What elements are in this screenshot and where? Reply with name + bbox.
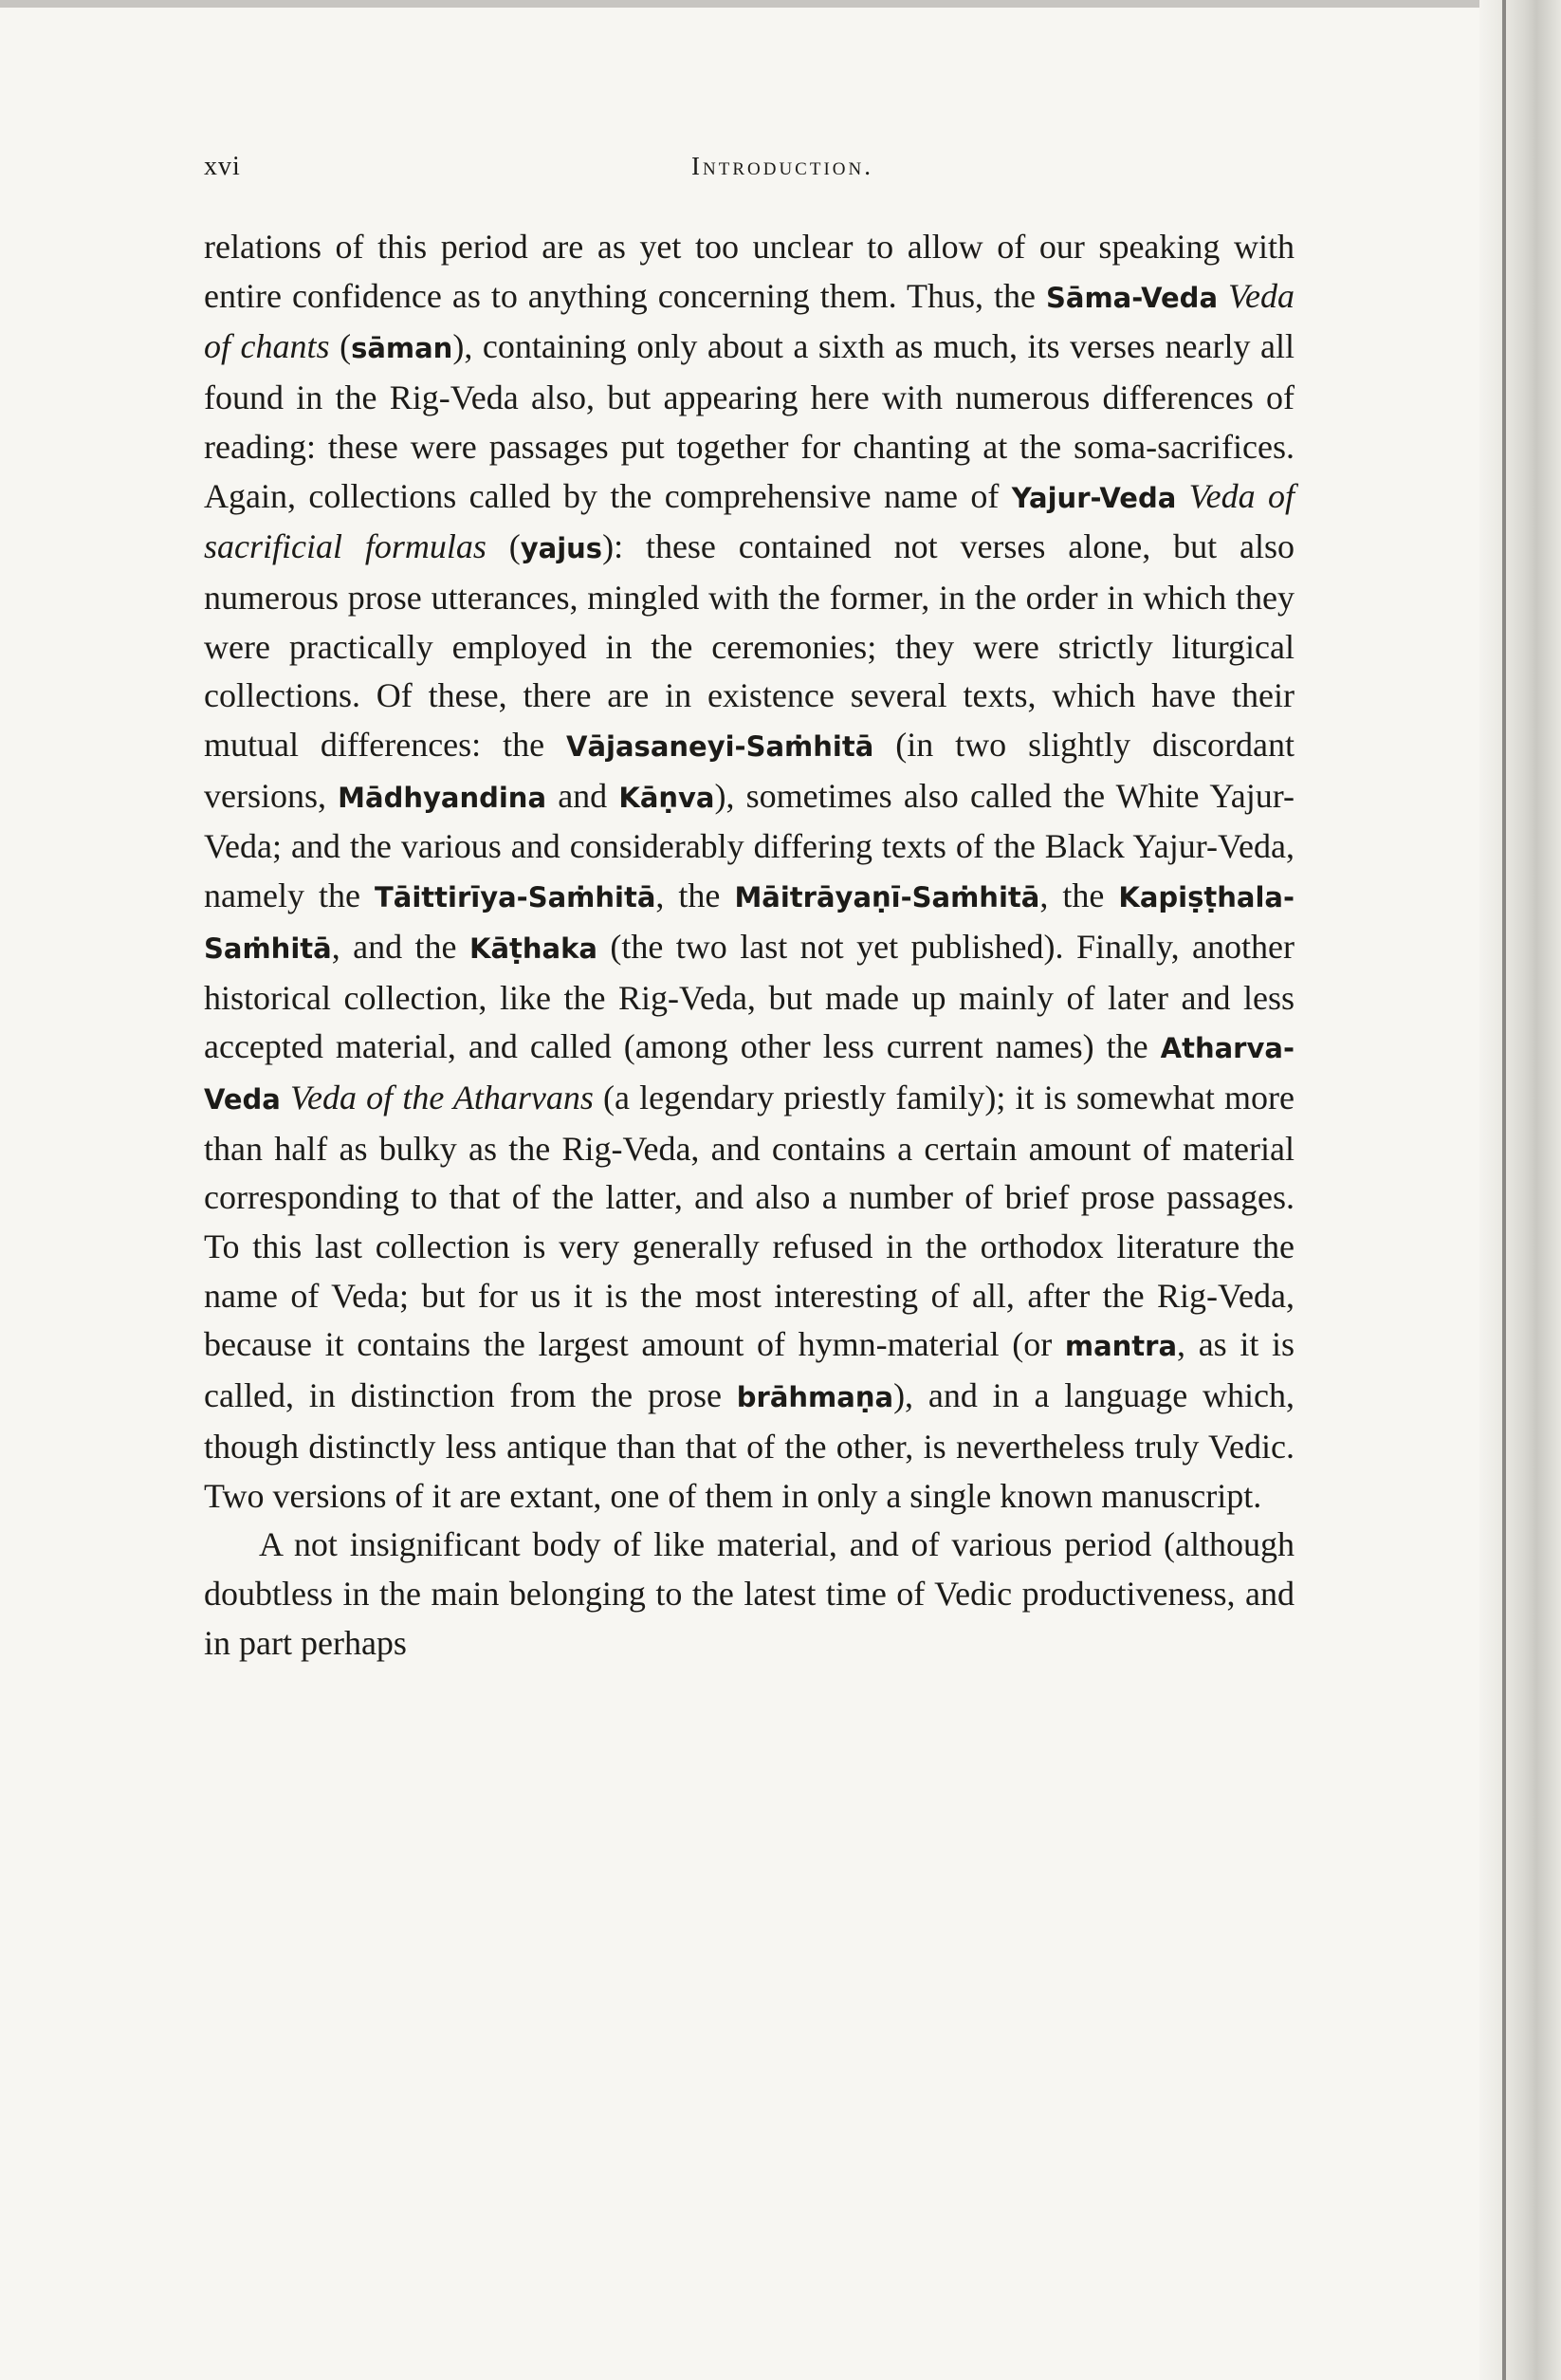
- sanskrit-term: Mādhyandina: [338, 781, 547, 814]
- sanskrit-term: mantra: [1064, 1330, 1178, 1363]
- text-run: ), and in a language which, though distinctly less antique than that of the other, is nevertheless truly Vedic. Two versions of it are extant, one of them in only a single known manuscript.: [204, 1376, 1295, 1515]
- text-run: [1218, 277, 1228, 315]
- book-spine-edge: [1479, 0, 1561, 2380]
- text-run: and: [546, 776, 619, 815]
- sanskrit-term: sāman: [351, 332, 453, 365]
- sanskrit-term: Kapiṣṭhala-Saṁhitā: [204, 881, 1295, 965]
- text-run: ): these contained not verses alone, but also numerous prose utterances, mingled with the former, in the order in which they were practically employed in the ceremonies; they were strictly liturgical collections. Of these, there are in existence several texts, which have their mutual differences: the: [204, 527, 1295, 765]
- text-run: (a legendary priestly family); it is somewhat more than half as bulky as the Rig-Veda, and contains a certain amount of material corresponding to that of the latter, and also a number of brief prose passages. To this last collection is very generally refused in the orthodox literature the name of Veda; but for us it is the most interesting of all, after the Rig-Veda, because it contains the largest amount of hymn-material (or: [204, 1078, 1295, 1364]
- text-run: A not insignificant body of like material, and of various period (although doubtless in the main belonging to the latest time of Vedic productiveness, and in part perhaps: [204, 1525, 1295, 1662]
- text-run: , the: [655, 876, 735, 915]
- sanskrit-term: Māitrāyaṇī-Saṁhitā: [734, 881, 1040, 914]
- sanskrit-term: yajus: [520, 532, 603, 565]
- page-header: [204, 152, 1295, 199]
- text-run: , as it is called, in distinction from the prose: [204, 1325, 1295, 1415]
- sanskrit-term: Sāma-Veda: [1045, 281, 1219, 314]
- text-run: (: [486, 527, 521, 566]
- text-run: relations of this period are as yet too unclear to allow of our speaking with entire confidence as to anything concerning them. Thus, the: [204, 228, 1295, 315]
- italic-gloss: Veda of the Atharvans: [290, 1078, 594, 1116]
- italic-gloss: Veda of chants: [204, 276, 1295, 366]
- sanskrit-term: Kāṇva: [618, 781, 715, 814]
- text-run: (: [329, 327, 352, 366]
- page-top-edge: [0, 0, 1561, 8]
- text-run: , and the: [331, 927, 469, 966]
- italic-gloss: Veda of sacrificial formulas: [204, 476, 1295, 566]
- sanskrit-term: Kāṭhaka: [468, 932, 597, 965]
- paragraph: [204, 223, 1295, 1521]
- sanskrit-term: Atharva-Veda: [204, 1032, 1295, 1116]
- text-run: [1176, 477, 1188, 515]
- text-run: ), sometimes also called the White Yajur-Veda; and the various and considerably differing texts of the Black Yajur-Veda, namely the: [204, 776, 1295, 915]
- page-number: xvi: [204, 152, 241, 181]
- text-run: ), containing only about a sixth as much, its verses nearly all found in the Rig-Veda also, but appearing here with numerous differences of reading: these were passages put together for chanting at the soma-sacrifices. Again, collections called by the comprehensive name of: [204, 327, 1295, 515]
- sanskrit-term: brāhmaṇa: [736, 1381, 894, 1414]
- sanskrit-term: Tāittirīya-Saṁhitā: [375, 881, 656, 914]
- text-run: (the two last not yet published). Finally, another historical collection, like the Rig-Veda, but made up mainly of later and less accepted material, and called (among other less current names) the: [204, 927, 1295, 1066]
- sanskrit-term: Yajur-Veda: [1011, 481, 1177, 514]
- paragraph: [204, 1521, 1295, 1668]
- running-head: Introduction.: [691, 152, 873, 180]
- body-text: [204, 223, 1295, 1668]
- text-run: (in two slightly discordant versions,: [204, 726, 1295, 815]
- text-run: [281, 1079, 290, 1116]
- text-run: , the: [1039, 876, 1119, 915]
- sanskrit-term: Vājasaneyi-Saṁhitā: [566, 730, 874, 764]
- spine-shadow-line: [1502, 0, 1506, 2380]
